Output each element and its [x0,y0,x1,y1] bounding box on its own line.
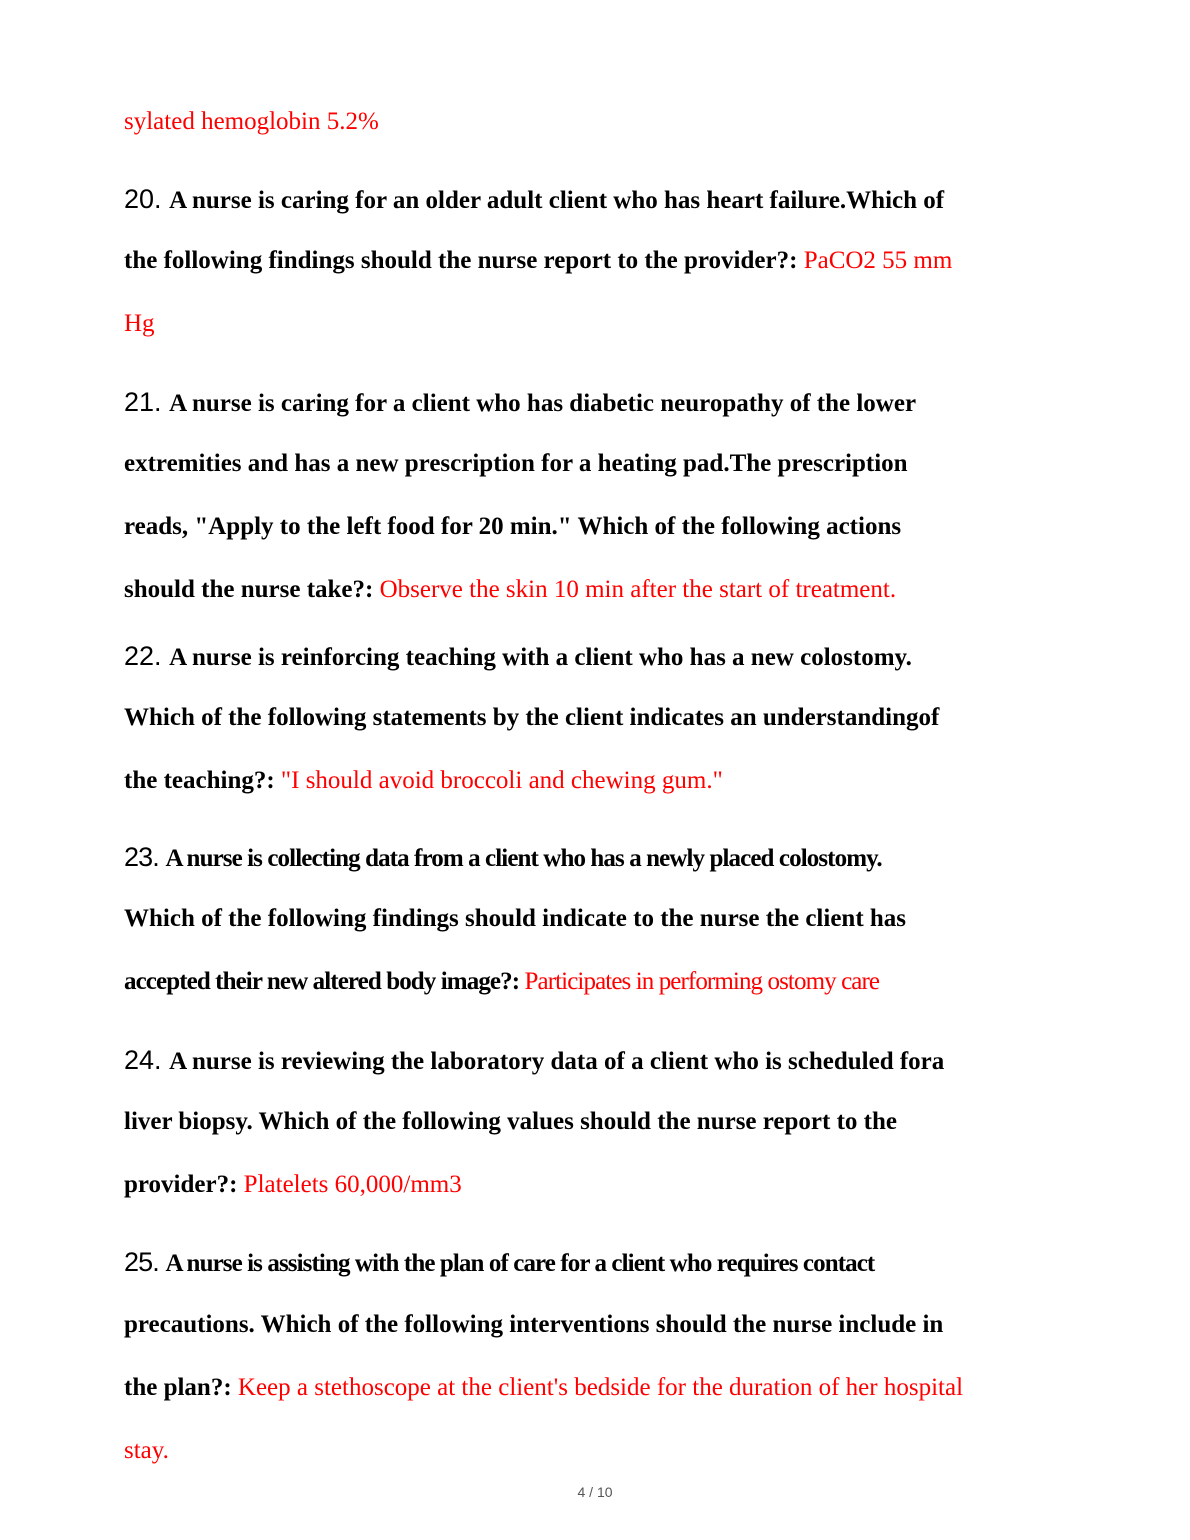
question-21-line-4: should the nurse take?: Observe the skin 10 min after the start of treatment. [124,576,897,603]
question-25-line-3: the plan?: Keep a stethoscope at the client's bedside for the duration of her hospital [124,1374,964,1401]
question-20-line-3: Hg [124,310,155,337]
question-25-number: 25 [124,1247,153,1277]
question-22-answer: "I should avoid broccoli and chewing gum." [280,767,723,794]
question-20-number: 20 [124,184,155,214]
question-23-line-1: 23. A nurse is collecting data from a client who has a newly placed colostomy. [124,842,882,872]
question-21-number: 21 [124,387,155,417]
question-21-line-3: reads, "Apply to the left food for 20 min." Which of the following actions [124,513,902,540]
question-20-answer: PaCO2 55 mm [803,247,953,274]
question-20-line-2: the following findings should the nurse report to the provider?: PaCO2 55 mm [124,247,953,274]
question-25-line-2: precautions. Which of the following interventions should the nurse include in [124,1311,944,1338]
question-21-text: A nurse is caring for a client who has diabetic neuropathy of the lower [169,390,917,417]
question-24-line-2: liver biopsy. Which of the following values should the nurse report to the [124,1108,897,1135]
question-22-line-2: Which of the following statements by the client indicates an understandingof [124,704,940,731]
question-21-answer: Observe the skin 10 min after the start of treatment. [379,576,897,603]
question-22-line-3: the teaching?: "I should avoid broccoli and chewing gum." [124,767,723,794]
question-24-text: A nurse is reviewing the laboratory data of a client who is scheduled fora [169,1048,945,1075]
question-22-number: 22 [124,641,155,671]
continuation-answer-line [124,106,379,138]
question-23-text: A nurse is collecting data from a client who has a newly placed colostomy. [165,845,882,872]
question-22-text: A nurse is reinforcing teaching with a client who has a new colostomy. [169,644,912,671]
question-24-line-1: 24. A nurse is reviewing the laboratory data of a client who is scheduled fora [124,1045,945,1075]
question-25-line-1: 25. A nurse is assisting with the plan of care for a client who requires contact [124,1247,875,1277]
question-20-text: A nurse is caring for an older adult client who has heart failure.Which of [169,187,945,214]
question-21-line-1: 21. A nurse is caring for a client who has diabetic neuropathy of the lower [124,387,917,417]
question-24-number: 24 [124,1045,155,1075]
question-25-answer: Keep a stethoscope at the client's bedside for the duration of her hospital [237,1374,964,1401]
question-25-text: A nurse is assisting with the plan of care for a client who requires contact [165,1250,875,1277]
question-23-line-2: Which of the following findings should indicate to the nurse the client has [124,905,907,932]
question-20-line-1: 20. A nurse is caring for an older adult client who has heart failure.Which of [124,184,945,214]
question-22-line-1: 22. A nurse is reinforcing teaching with a client who has a new colostomy. [124,641,912,671]
continuation-answer: sylated hemoglobin 5.2% [124,108,379,135]
question-23-answer: Participates in performing ostomy care [524,968,880,995]
question-25-line-4: stay. [124,1437,169,1464]
page-indicator: 4 / 10 [577,1484,613,1500]
question-23-number: 23 [124,842,153,872]
question-23-line-3: accepted their new altered body image?: Participates in performing ostomy care [124,968,880,995]
question-24-line-3: provider?: Platelets 60,000/mm3 [124,1171,462,1198]
question-21-line-2: extremities and has a new prescription for a heating pad.The prescription [124,450,908,477]
question-24-answer: Platelets 60,000/mm3 [243,1171,462,1198]
